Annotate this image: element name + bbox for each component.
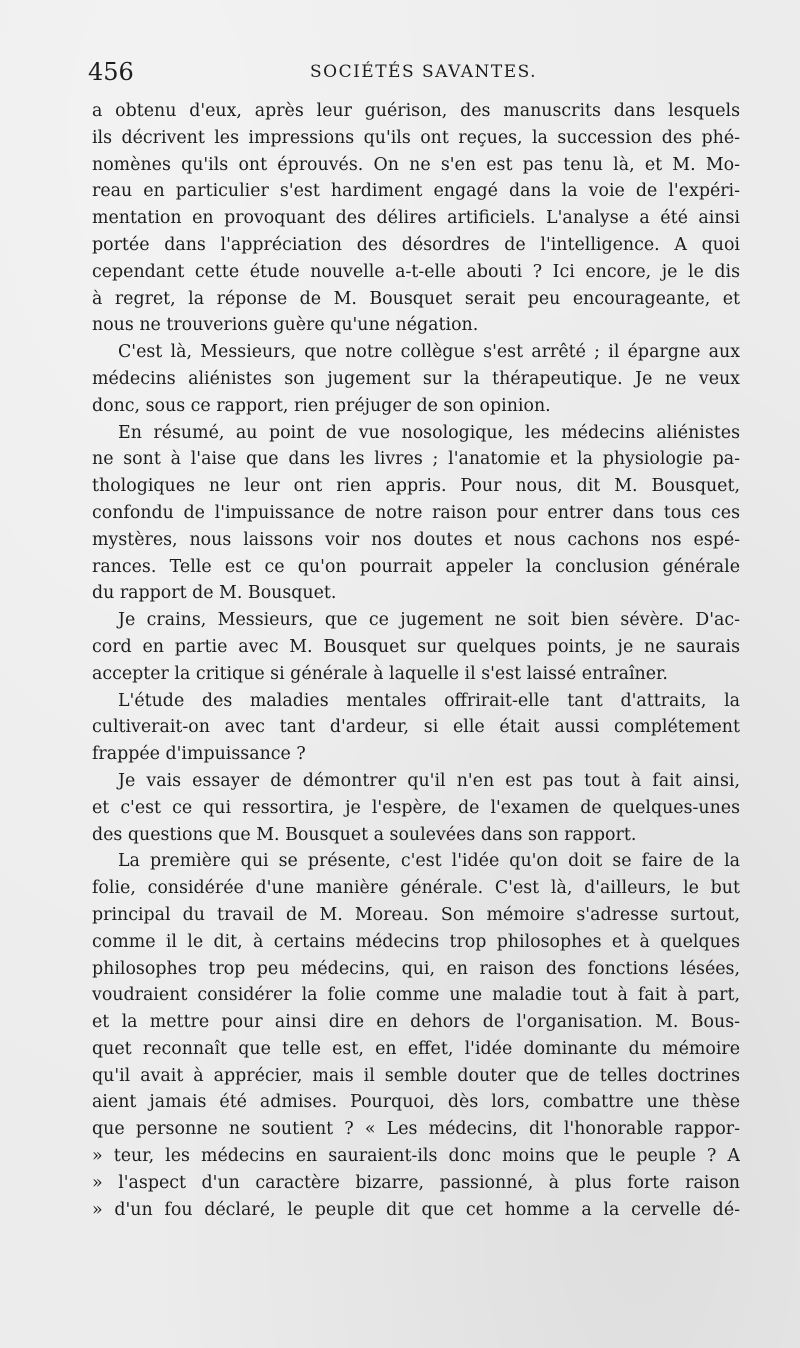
text-line: La première qui se présente, c'est l'idée qu'on doit se faire de la [118,851,740,872]
text-line: » l'aspect d'un caractère bizarre, passionné, à plus forte raison [92,1172,740,1193]
text-line: frappée d'impuissance ? [92,744,306,765]
text-line: accepter la critique si générale à laquelle il s'est laissé entraîner. [92,663,668,684]
text-line: principal du travail de M. Moreau. Son mémoire s'adresse surtout, [92,904,740,925]
text-line: mentation en provoquant des délires artificiels. L'analyse a été ainsi [92,208,740,229]
text-line: ils décrivent les impressions qu'ils ont reçues, la succession des phé- [92,127,740,148]
text-line: cultiverait-on avec tant d'ardeur, si elle était aussi complétement [92,717,740,738]
text-line: qu'il avait à apprécier, mais il semble douter que de telles doctrines [92,1065,740,1086]
text-line: a obtenu d'eux, après leur guérison, des manuscrits dans lesquels [92,101,740,121]
text-line: folie, considérée d'une manière générale. C'est là, d'ailleurs, le but [92,878,740,899]
text-line: donc, sous ce rapport, rien préjuger de son opinion. [92,395,551,416]
text-line: » teur, les médecins en sauraient-ils donc moins que le peuple ? A [92,1146,740,1167]
text-line: nous ne trouverions guère qu'une négation. [92,315,479,336]
text-line: ne sont à l'aise que dans les livres ; l'anatomie et la physiologie pa- [92,449,740,470]
text-line: confondu de l'impuissance de notre raison pour entrer dans tous ces [92,502,740,523]
text-line: C'est là, Messieurs, que notre collègue s'est arrêté ; il épargne aux [118,342,740,363]
body-text [92,98,740,1223]
page-number: 456 [88,58,134,86]
text-line: portée dans l'appréciation des désordres de l'intelligence. A quoi [92,234,740,255]
text-line: cord en partie avec M. Bousquet sur quelques points, je ne saurais [92,636,740,657]
text-line: que personne ne soutient ? « Les médecins, dit l'honorable rappor- [92,1119,740,1140]
text-line: comme il le dit, à certains médecins trop philosophes et à quelques [92,931,740,952]
text-line: et c'est ce qui ressortira, je l'espère, de l'examen de quelques-unes [92,797,740,818]
text-line: à regret, la réponse de M. Bousquet serait peu encourageante, et [92,288,740,309]
text-line: » d'un fou déclaré, le peuple dit que cet homme a la cervelle dé- [92,1199,740,1220]
text-line: En résumé, au point de vue nosologique, les médecins aliénistes [118,422,740,443]
running-head: SOCIÉTÉS SAVANTES. [310,62,538,82]
text-line: médecins aliénistes son jugement sur la thérapeutique. Je ne veux [92,368,740,389]
text-line: mystères, nous laissons voir nos doutes et nous cachons nos espé- [92,529,740,550]
text-line: rances. Telle est ce qu'on pourrait appeler la conclusion générale [92,556,740,577]
text-line: Je crains, Messieurs, que ce jugement ne soit bien sévère. D'ac- [118,610,740,631]
text-line: philosophes trop peu médecins, qui, en raison des fonctions lésées, [92,958,740,979]
page-header [88,58,728,94]
text-line: thologiques ne leur ont rien appris. Pour nous, dit M. Bousquet, [92,476,740,497]
text-line: Je vais essayer de démontrer qu'il n'en est pas tout à fait ainsi, [118,770,740,791]
text-line: du rapport de M. Bousquet. [92,583,337,604]
text-line: des questions que M. Bousquet a soulevées dans son rapport. [92,824,637,845]
text-line: aient jamais été admises. Pourquoi, dès lors, combattre une thèse [92,1092,740,1113]
text-line: reau en particulier s'est hardiment engagé dans la voie de l'expéri- [92,181,740,202]
text-line: quet reconnaît que telle est, en effet, l'idée dominante du mémoire [92,1038,740,1059]
text-line: L'étude des maladies mentales offrirait-elle tant d'attraits, la [118,690,740,711]
text-line: voudraient considérer la folie comme une maladie tout à fait à part, [92,985,740,1006]
text-line: nomènes qu'ils ont éprouvés. On ne s'en est pas tenu là, et M. Mo- [92,154,740,175]
text-line: cependant cette étude nouvelle a-t-elle abouti ? Ici encore, je le dis [92,261,740,282]
text-line: et la mettre pour ainsi dire en dehors de l'organisation. M. Bous- [92,1012,740,1033]
